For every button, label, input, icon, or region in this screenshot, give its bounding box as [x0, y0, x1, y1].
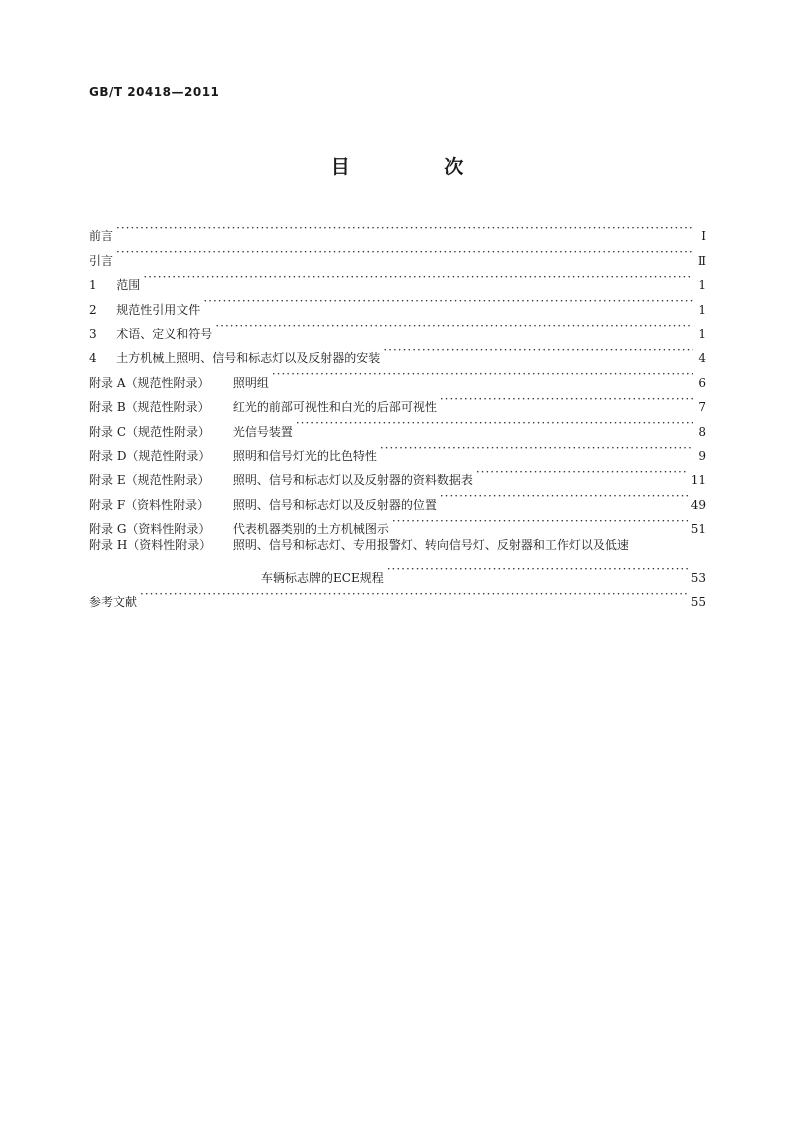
toc-entry-annex-h[interactable]: [89, 533, 706, 557]
toc-entry-title: 车辆标志牌的ECE规程: [261, 570, 384, 585]
toc-entry-number: 附录 F（资料性附录）: [89, 497, 210, 512]
toc-entry-title: 规范性引用文件: [116, 302, 201, 317]
table-of-contents: [89, 216, 706, 610]
standard-code: GB/T 20418—2011: [89, 85, 220, 99]
toc-entry-number: 附录 D（规范性附录）: [89, 448, 211, 463]
toc-entry-number: 附录 A（规范性附录）: [89, 375, 210, 390]
toc-entry-number: 附录 E（规范性附录）: [89, 473, 210, 488]
toc-entry-section-1[interactable]: [89, 265, 706, 293]
toc-leader-dots: [143, 265, 693, 289]
toc-page-number: 1: [698, 278, 706, 293]
toc-leader-dots: [387, 557, 688, 581]
toc-page-number: 1: [698, 302, 706, 317]
toc-page-number: 1: [698, 326, 706, 341]
toc-leader-dots: [116, 240, 693, 264]
toc-entry-number: 3: [89, 326, 97, 341]
toc-entry-title: 土方机械上照明、信号和标志灯以及反射器的安装: [116, 351, 381, 366]
toc-entry-title: 照明、信号和标志灯以及反射器的位置: [232, 497, 437, 512]
toc-entry-title: 代表机器类别的土方机械图示: [232, 522, 389, 537]
toc-entry-number: 2: [89, 302, 97, 317]
toc-page-number: 53: [690, 570, 706, 585]
toc-entry-number: 附录 B（规范性附录）: [89, 400, 210, 415]
toc-leader-dots: [116, 216, 693, 240]
toc-entry-label: 参考文献: [89, 595, 138, 610]
toc-page-number: 51: [690, 522, 706, 537]
toc-entry-title: 范围: [116, 278, 141, 293]
toc-entry-number: 附录 G（资料性附录）: [89, 522, 211, 537]
toc-leader-dots: [476, 460, 688, 484]
toc-entry-number: 附录 H（资料性附录）: [89, 538, 212, 553]
toc-page-number: 6: [698, 375, 706, 390]
toc-page-number: 7: [698, 400, 706, 415]
toc-page-number: 8: [698, 424, 706, 439]
toc-entry-introduction[interactable]: [89, 240, 706, 268]
toc-page-number: Ⅰ: [701, 229, 706, 244]
toc-leader-dots: [380, 436, 693, 460]
toc-entry-title: 照明、信号和标志灯以及反射器的资料数据表: [232, 473, 473, 488]
toc-leader-dots: [203, 289, 693, 313]
toc-entry-title: 红光的前部可视性和白光的后部可视性: [232, 400, 437, 415]
toc-entry-title: 照明和信号灯光的比色特性: [232, 448, 377, 463]
toc-leader-dots: [215, 314, 693, 338]
toc-entry-title: 照明组: [232, 375, 269, 390]
toc-leader-dots: [272, 362, 693, 386]
toc-entry-number: 1: [89, 278, 97, 293]
toc-entry-label: 前言: [89, 229, 114, 244]
toc-entry-foreword[interactable]: [89, 216, 706, 244]
toc-page-number: 9: [698, 448, 706, 463]
toc-entry-section-2[interactable]: [89, 289, 706, 317]
toc-leader-dots: [440, 484, 688, 508]
toc-leader-dots: [296, 411, 693, 435]
toc-entry-title: 术语、定义和符号: [116, 326, 213, 341]
toc-page-number: 49: [690, 497, 706, 512]
toc-page-number: 55: [690, 595, 706, 610]
toc-leader-dots: [140, 582, 688, 606]
toc-page-number: 11: [690, 473, 706, 488]
toc-page-number: 4: [698, 351, 706, 366]
toc-entry-number: 4: [89, 351, 97, 366]
toc-entry-title: 光信号装置: [232, 424, 293, 439]
toc-entry-title: 照明、信号和标志灯、专用报警灯、转向信号灯、反射器和工作灯以及低速: [232, 538, 629, 553]
toc-entry-annex-h-continued[interactable]: [89, 557, 706, 585]
toc-leader-dots: [440, 387, 693, 411]
page-title: 目 次: [330, 156, 508, 178]
toc-entry-number: 附录 C（规范性附录）: [89, 424, 210, 439]
toc-entry-label: 引言: [89, 253, 114, 268]
toc-entry-bibliography[interactable]: [89, 582, 706, 610]
toc-leader-dots: [383, 338, 693, 362]
toc-page-number: Ⅱ: [697, 253, 706, 268]
toc-leader-dots: [392, 509, 688, 533]
